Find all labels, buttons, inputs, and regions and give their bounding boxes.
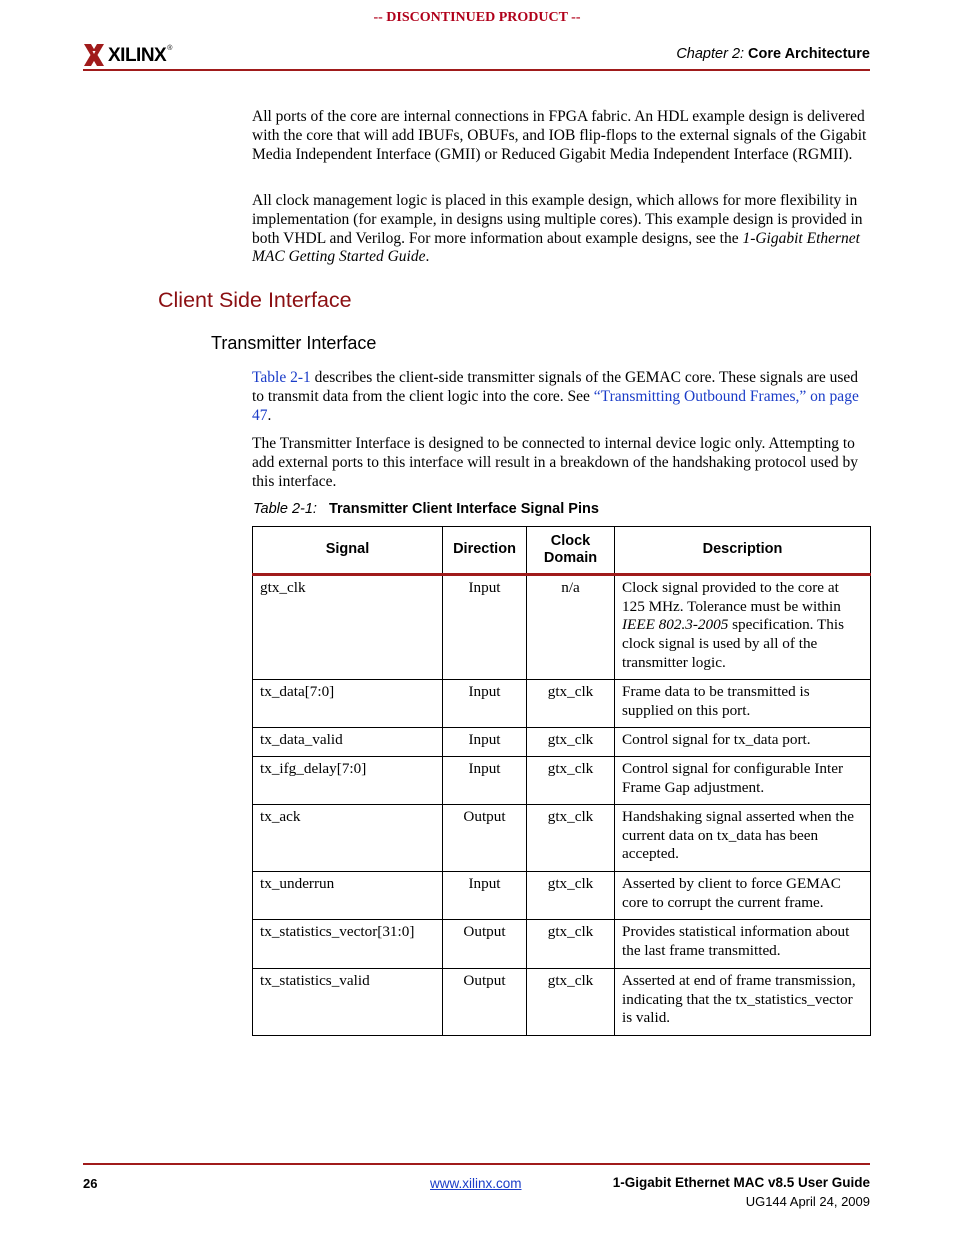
intro-paragraph-2 [252,192,868,267]
description-cell: Asserted at end of frame transmission, indicating that the tx_statistics_vector is valid. [615,969,871,1036]
signal-cell: tx_statistics_vector[31:0] [253,920,443,969]
signal-cell: tx_statistics_valid [253,969,443,1036]
header-clock-line2: Domain [543,550,598,566]
direction-cell: Input [443,575,527,680]
signal-cell: tx_ack [253,805,443,872]
clock-domain-cell: gtx_clk [527,805,615,872]
registered-mark: ® [167,44,173,52]
transmitter-p1-end: . [267,406,272,424]
description-text-end: specification. This clock signal is used by all of the transmitter logic. [622,616,845,671]
header-rule [83,69,870,71]
direction-cell: Input [443,680,527,728]
table-row [253,872,871,920]
clock-domain-cell: gtx_clk [527,969,615,1036]
page-number: 26 [83,1176,98,1191]
table-row [253,757,871,805]
table-header-row [253,527,871,575]
signal-cell: gtx_clk [253,575,443,680]
table-row [253,728,871,757]
chapter-label: Chapter 2: [676,46,745,62]
section-heading: Client Side Interface [158,288,352,312]
chapter-header [676,46,870,62]
website-link[interactable]: www.xilinx.com [430,1176,522,1191]
transmitter-paragraph-1 [252,369,868,425]
transmitting-frames-xref-link[interactable]: “Transmitting Outbound Frames,” on page 47 [252,387,859,424]
footer-rule [83,1163,870,1165]
xilinx-x-mark-icon [83,43,105,67]
description-cell: Asserted by client to force GEMAC core to corrupt the current frame. [615,872,871,920]
table-row [253,920,871,969]
direction-cell: Input [443,872,527,920]
ieee-standard-ref: IEEE 802.3-2005 [622,616,729,634]
description-text: Clock signal provided to the core at 125 MHz. Tolerance must be within [622,579,841,615]
description-cell [615,575,871,680]
table-row [253,805,871,872]
table-row [253,575,871,680]
header-direction: Direction [443,527,527,575]
table-2-1-link[interactable]: Table 2-1 [252,369,311,386]
clock-domain-cell: gtx_clk [527,872,615,920]
guide-title: 1-Gigabit Ethernet MAC v8.5 User Guide [612,1175,870,1190]
signal-cell: tx_ifg_delay[7:0] [253,757,443,805]
header-clock-domain [527,527,615,575]
intro-p2-text: All clock management logic is placed in this example design, which allows for more flexibility in implementation (for example, in designs using multiple cores). This example design is provided in both VHDL and Verilog. For more information about example designs, see the [252,192,863,247]
description-cell: Frame data to be transmitted is supplied on this port. [615,680,871,728]
signal-pins-table [252,526,871,1036]
direction-cell: Output [443,920,527,969]
direction-cell: Output [443,805,527,872]
description-cell: Handshaking signal asserted when the current data on tx_data has been accepted. [615,805,871,872]
table-row [253,680,871,728]
header-clock-line1: Clock [550,532,591,549]
xilinx-logo [83,40,172,70]
table-caption-label: Table 2-1: [253,501,317,517]
getting-started-guide-title: 1-Gigabit Ethernet MAC Getting Started Guide [252,229,860,266]
clock-domain-cell: gtx_clk [527,757,615,805]
direction-cell: Input [443,757,527,805]
signal-cell: tx_underrun [253,872,443,920]
clock-domain-cell: gtx_clk [527,680,615,728]
intro-paragraph-1: All ports of the core are internal connections in FPGA fabric. An HDL example design is delivered with the core that will add IBUFs, OBUFs, and IOB flip-flops to the external signals of the Gigabit Media Independent Interface (GMII) or Reduced Gigabit Media Independent Interface (RGMII). [252,108,867,163]
document-id: UG144 April 24, 2009 [745,1194,870,1209]
signal-cell: tx_data_valid [253,728,443,757]
direction-cell: Output [443,969,527,1036]
chapter-title: Core Architecture [748,46,870,62]
direction-cell: Input [443,728,527,757]
clock-domain-cell: n/a [527,575,615,680]
description-cell: Control signal for configurable Inter Frame Gap adjustment. [615,757,871,805]
intro-p2-end: . [425,248,430,266]
transmitter-p1-text: describes the client-side transmitter signals of the GEMAC core. These signals are used to transmit data from the client logic into the core. See [252,369,858,405]
discontinued-banner: -- DISCONTINUED PRODUCT -- [373,10,581,25]
clock-domain-cell: gtx_clk [527,920,615,969]
description-cell: Provides statistical information about the last frame transmitted. [615,920,871,969]
clock-domain-cell: gtx_clk [527,728,615,757]
header-signal: Signal [253,527,443,575]
table-caption-title: Transmitter Client Interface Signal Pins [328,501,599,517]
table-caption [253,501,599,517]
transmitter-paragraph-2: The Transmitter Interface is designed to be connected to internal device logic only. Attempting to add external ports to this interface will result in a breakdown of the handshaking protocol used by this interface. [252,435,859,490]
subsection-heading: Transmitter Interface [211,333,377,353]
description-cell: Control signal for tx_data port. [615,728,871,757]
header-description: Description [615,527,871,575]
signal-cell: tx_data[7:0] [253,680,443,728]
table-row [253,969,871,1036]
logo-wordmark: XILINX [108,44,167,66]
